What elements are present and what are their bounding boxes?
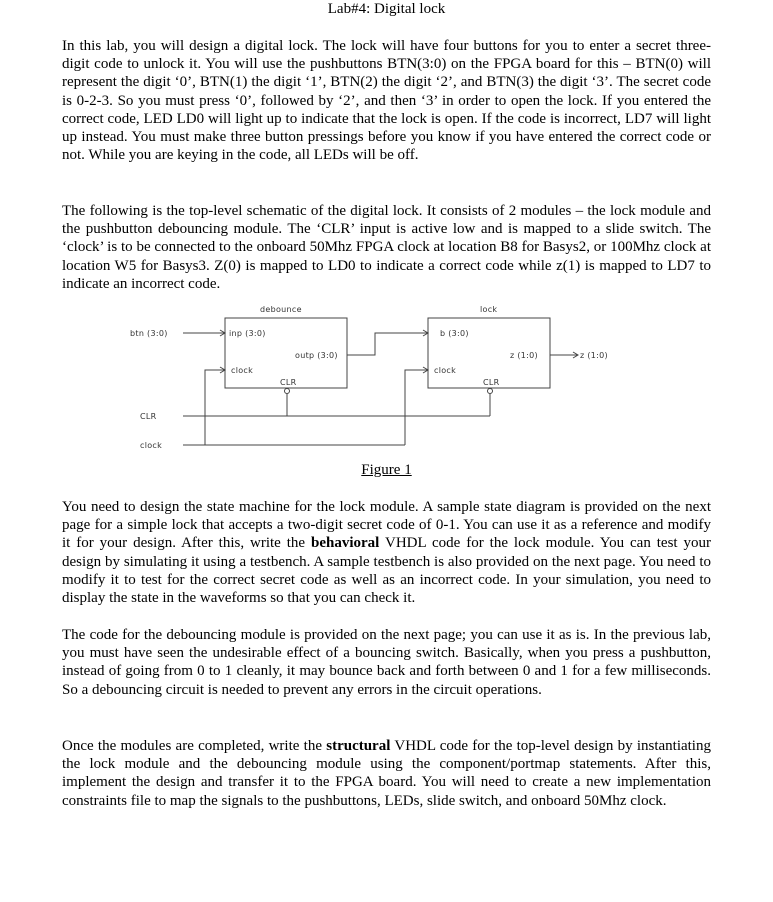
paragraph-structural: [62, 737, 711, 810]
paragraph-schematic-description: The following is the top-level schematic of the digital lock. It consists of 2 modules – the lock module and the pushbutton debouncing module. The ‘CLR’ input is active low and is mapped to a slide switch. The ‘clock’ is to be connected to the onboard 50Mhz FPGA clock at location B8 for Basys2, or 100Mhz clock at location W5 for Basys3. Z(0) is mapped to LD0 to indicate a correct code while z(1) is mapped to LD7 to indicate an incorrect code.: [62, 203, 711, 292]
debounce-label: debounce: [260, 305, 302, 314]
schematic-diagram: [110, 300, 670, 465]
paragraph-intro: In this lab, you will design a digital lock. The lock will have four buttons for you to enter a secret three-digit code to unlock it. You will use the pushbuttons BTN(3:0) on the FPGA board for this – BTN(0) will represent the digit ‘0’, BTN(1) the digit ‘1’, BTN(2) the digit ‘2’, and BTN(3) the digit ‘3’. The secret code is 0-2-3. So you must press ‘0’, followed by ‘2’, and then ‘3’ in order to open the lock. If you entered the correct code, LED LD0 will light up to indicate that the lock is open. If the code is incorrect, LD7 will light up instead. You must make three button pressings before you know if you have entered the correct code or not. While you are keying in the code, all LEDs will be off.: [62, 38, 711, 164]
lock-label: lock: [480, 305, 498, 314]
p3-bold-behavioral: behavioral: [311, 535, 380, 552]
clock-lock-wire: [405, 370, 428, 445]
figure-caption-text: Figure 1: [361, 462, 412, 478]
clr-input-label: CLR: [140, 412, 157, 421]
debounce-clock-port-label: clock: [231, 366, 254, 375]
p5-text-c: VHDL code for the top-level design by instantiating the lock module and the debouncing module using the component/portmap statements. After this, implement the design and transfer it to the FPGA board. You will need to create a new implementation constraints file to map the signals to the pushbuttons, LEDs, slide switch, and onboard 50Mhz clock.: [62, 738, 711, 809]
lock-clock-port-label: clock: [434, 366, 457, 375]
figure-caption: [0, 461, 773, 479]
clr-debounce-bubble: [285, 389, 290, 394]
z-outer-label: z (1:0): [580, 351, 608, 360]
debounce-clr-port-label: CLR: [280, 378, 297, 387]
clr-lock-bubble: [488, 389, 493, 394]
schematic-figure: [110, 300, 670, 465]
p5-text-a: Once the modules are completed, write the: [62, 738, 327, 754]
clock-input-label: clock: [140, 441, 163, 450]
p3-text-a: You need to design the state machine for the lock module. A sample state diagram is provided on the next page for a simple lock that accepts a two-digit secret code of 0-1. You can use it as a reference and modify it for your design. After this, write the: [62, 499, 711, 552]
paragraph-state-machine: [62, 498, 711, 607]
btn-label: btn (3:0): [130, 329, 168, 338]
page-title: Lab#4: Digital lock: [327, 1, 446, 17]
outp-label: outp (3:0): [295, 351, 338, 360]
paragraph-debouncing: The code for the debouncing module is provided on the next page; you can use it as is. In the previous lab, you must have seen the undesirable effect of a bouncing switch. Basically, when you press a pushbutton, instead of going from 0 to 1 cleanly, it may bounce back and forth between 0 and 1 for a few milliseconds. So a debouncing circuit is needed to prevent any errors in the circuit operations.: [62, 627, 711, 698]
inp-label: inp (3:0): [229, 329, 266, 338]
lock-clr-port-label: CLR: [483, 378, 500, 387]
p3-text-c: VHDL code for the lock module. You can test your design by simulating it using a testbench. A sample testbench is also provided on the next page. You need to modify it to test for the correct secret code as well as an incorrect code. In your simulation, you need to display the state in the waveforms so that you can check it.: [62, 535, 712, 607]
p5-bold-structural: structural: [326, 738, 391, 754]
z-inner-label: z (1:0): [510, 351, 538, 360]
b-label: b (3:0): [440, 329, 469, 338]
outp-to-b-wire: [347, 333, 428, 355]
clock-debounce-wire: [205, 370, 225, 445]
